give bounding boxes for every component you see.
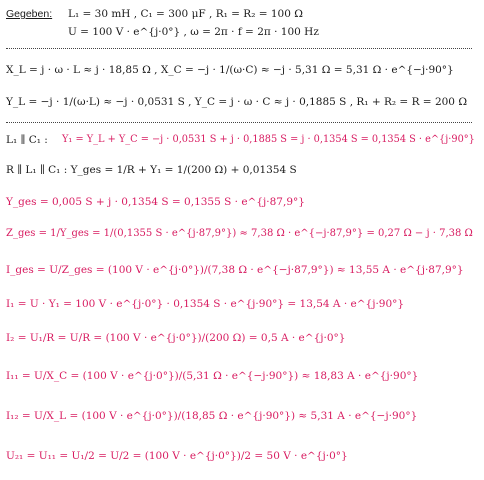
divider-dotted-2 <box>6 122 472 123</box>
equation-yges-def: R ∥ L₁ ∥ C₁ : Y_ges = 1/R + Y₁ = 1/(200 Ω) + 0,01354 S <box>6 164 297 176</box>
y1-equation: Y₁ = Y_L + Y_C = −j · 0,0531 S + j · 0,1885 S = j · 0,1354 S = 0,1354 S · e^{j·90°} <box>62 134 475 145</box>
given-line-1: L₁ = 30 mH , C₁ = 300 μF , R₁ = R₂ = 100 Ω <box>68 8 303 20</box>
equation-i12: I₁₂ = U/X_L = (100 V · e^{j·0°})/(18,85 Ω · e^{j·90°}) ≈ 5,31 A · e^{−j·90°} <box>6 410 418 422</box>
equation-i11: I₁₁ = U/X_C = (100 V · e^{j·0°})/(5,31 Ω · e^{−j·90°}) ≈ 18,83 A · e^{j·90°} <box>6 370 419 382</box>
reactance-line: X_L = j · ω · L ≈ j · 18,85 Ω , X_C = −j · 1/(ω·C) ≈ −j · 5,31 Ω = 5,31 Ω · e^{−j·90°} <box>6 64 454 76</box>
equation-yges: Y_ges = 0,005 S + j · 0,1354 S = 0,1355 S · e^{j·87,9°} <box>6 196 305 208</box>
equation-i2: I₂ = U₁/R = U/R = (100 V · e^{j·0°})/(200 Ω) = 0,5 A · e^{j·0°} <box>6 332 346 344</box>
given-label: Gegeben: <box>6 8 53 20</box>
equation-i1: I₁ = U · Y₁ = 100 V · e^{j·0°} · 0,1354 S · e^{j·90°} = 13,54 A · e^{j·90°} <box>6 298 405 310</box>
equation-u21: U₂₁ = U₁₁ = U₁/2 = U/2 = (100 V · e^{j·0°})/2 = 50 V · e^{j·0°} <box>6 450 348 462</box>
parallel-prefix: L₁ ∥ C₁ : <box>6 134 48 146</box>
given-line-2: U = 100 V · e^{j·0°} , ω = 2π · f = 2π · 100 Hz <box>68 26 319 38</box>
equation-zges: Z_ges = 1/Y_ges = 1/(0,1355 S · e^{j·87,9°}) ≈ 7,38 Ω · e^{−j·87,9°} = 0,27 Ω − j · 7,38 Ω <box>6 228 473 239</box>
admittance-line: Y_L = −j · 1/(ω·L) ≈ −j · 0,0531 S , Y_C = j · ω · C ≈ j · 0,1885 S , R₁ + R₂ = R = 200 Ω <box>6 96 468 108</box>
divider-dotted-1 <box>6 48 472 49</box>
equation-iges: I_ges = U/Z_ges = (100 V · e^{j·0°})/(7,38 Ω · e^{−j·87,9°}) ≈ 13,55 A · e^{j·87,9°} <box>6 264 464 276</box>
